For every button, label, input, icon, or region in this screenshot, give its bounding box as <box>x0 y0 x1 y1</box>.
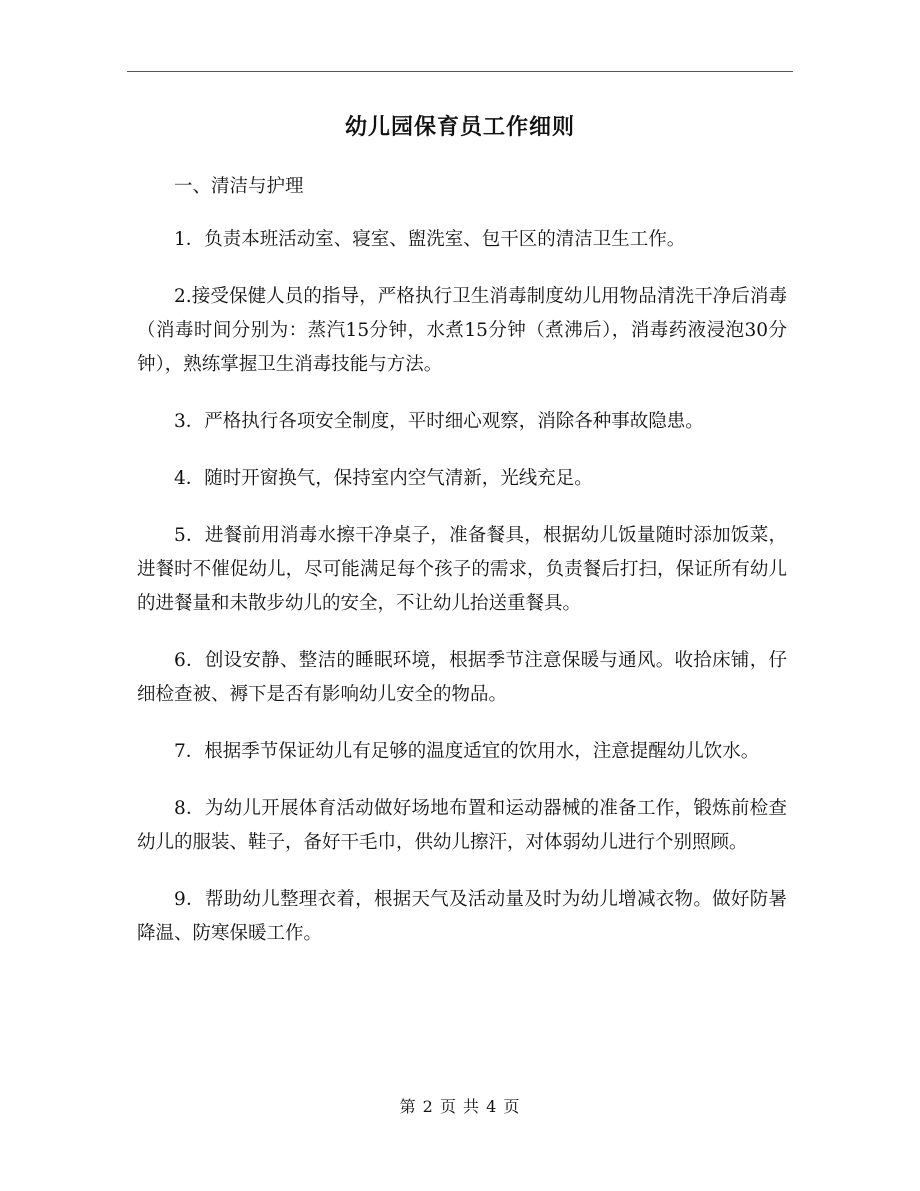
list-item-7: 7．根据季节保证幼儿有足够的温度适宜的饮用水，注意提醒幼儿饮水。 <box>174 741 760 762</box>
list-item-8: 8．为幼儿开展体育活动做好场地布置和运动器械的准备工作，锻炼前检查幼儿的服装、鞋子，备好干毛巾，供幼儿擦汗，对体弱幼儿进行个别照顾。 <box>137 798 787 853</box>
list-item-2: 2.接受保健人员的指导，严格执行卫生消毒制度幼儿用物品清洗干净后消毒（消毒时间分别为：蒸汽15分钟，水煮15分钟（煮沸后），消毒药液浸泡30分钟），熟练掌握卫生消毒技能与方法。 <box>137 286 787 375</box>
document-body <box>137 170 787 974</box>
list-item-4: 4．随时开窗换气，保持室内空气清新，光线充足。 <box>174 468 593 489</box>
header-rule <box>127 71 793 72</box>
page-number: 第 2 页 共 4 页 <box>399 1097 521 1116</box>
document-title: 幼儿园保育员工作细则 <box>344 114 575 140</box>
list-item-5: 5．进餐前用消毒水擦干净桌子，准备餐具，根据幼儿饭量随时添加饭菜，进餐时不催促幼儿，尽可能满足每个孩子的需求，负责餐后打扫，保证所有幼儿的进餐量和未散步幼儿的安全，不让幼儿抬送重餐具。 <box>137 525 787 614</box>
list-item-9: 9．帮助幼儿整理衣着，根据天气及活动量及时为幼儿增减衣物。做好防暑降温、防寒保暖工作。 <box>137 889 787 944</box>
list-item-6: 6．创设安静、整洁的睡眠环境，根据季节注意保暖与通风。收拾床铺，仔细检查被、褥下是否有影响幼儿安全的物品。 <box>137 650 787 705</box>
list-item-3: 3．严格执行各项安全制度，平时细心观察，消除各种事故隐患。 <box>174 411 704 432</box>
list-item-1: 1．负责本班活动室、寝室、盥洗室、包干区的清洁卫生工作。 <box>174 229 686 250</box>
section-heading: 一、清洁与护理 <box>174 176 304 197</box>
